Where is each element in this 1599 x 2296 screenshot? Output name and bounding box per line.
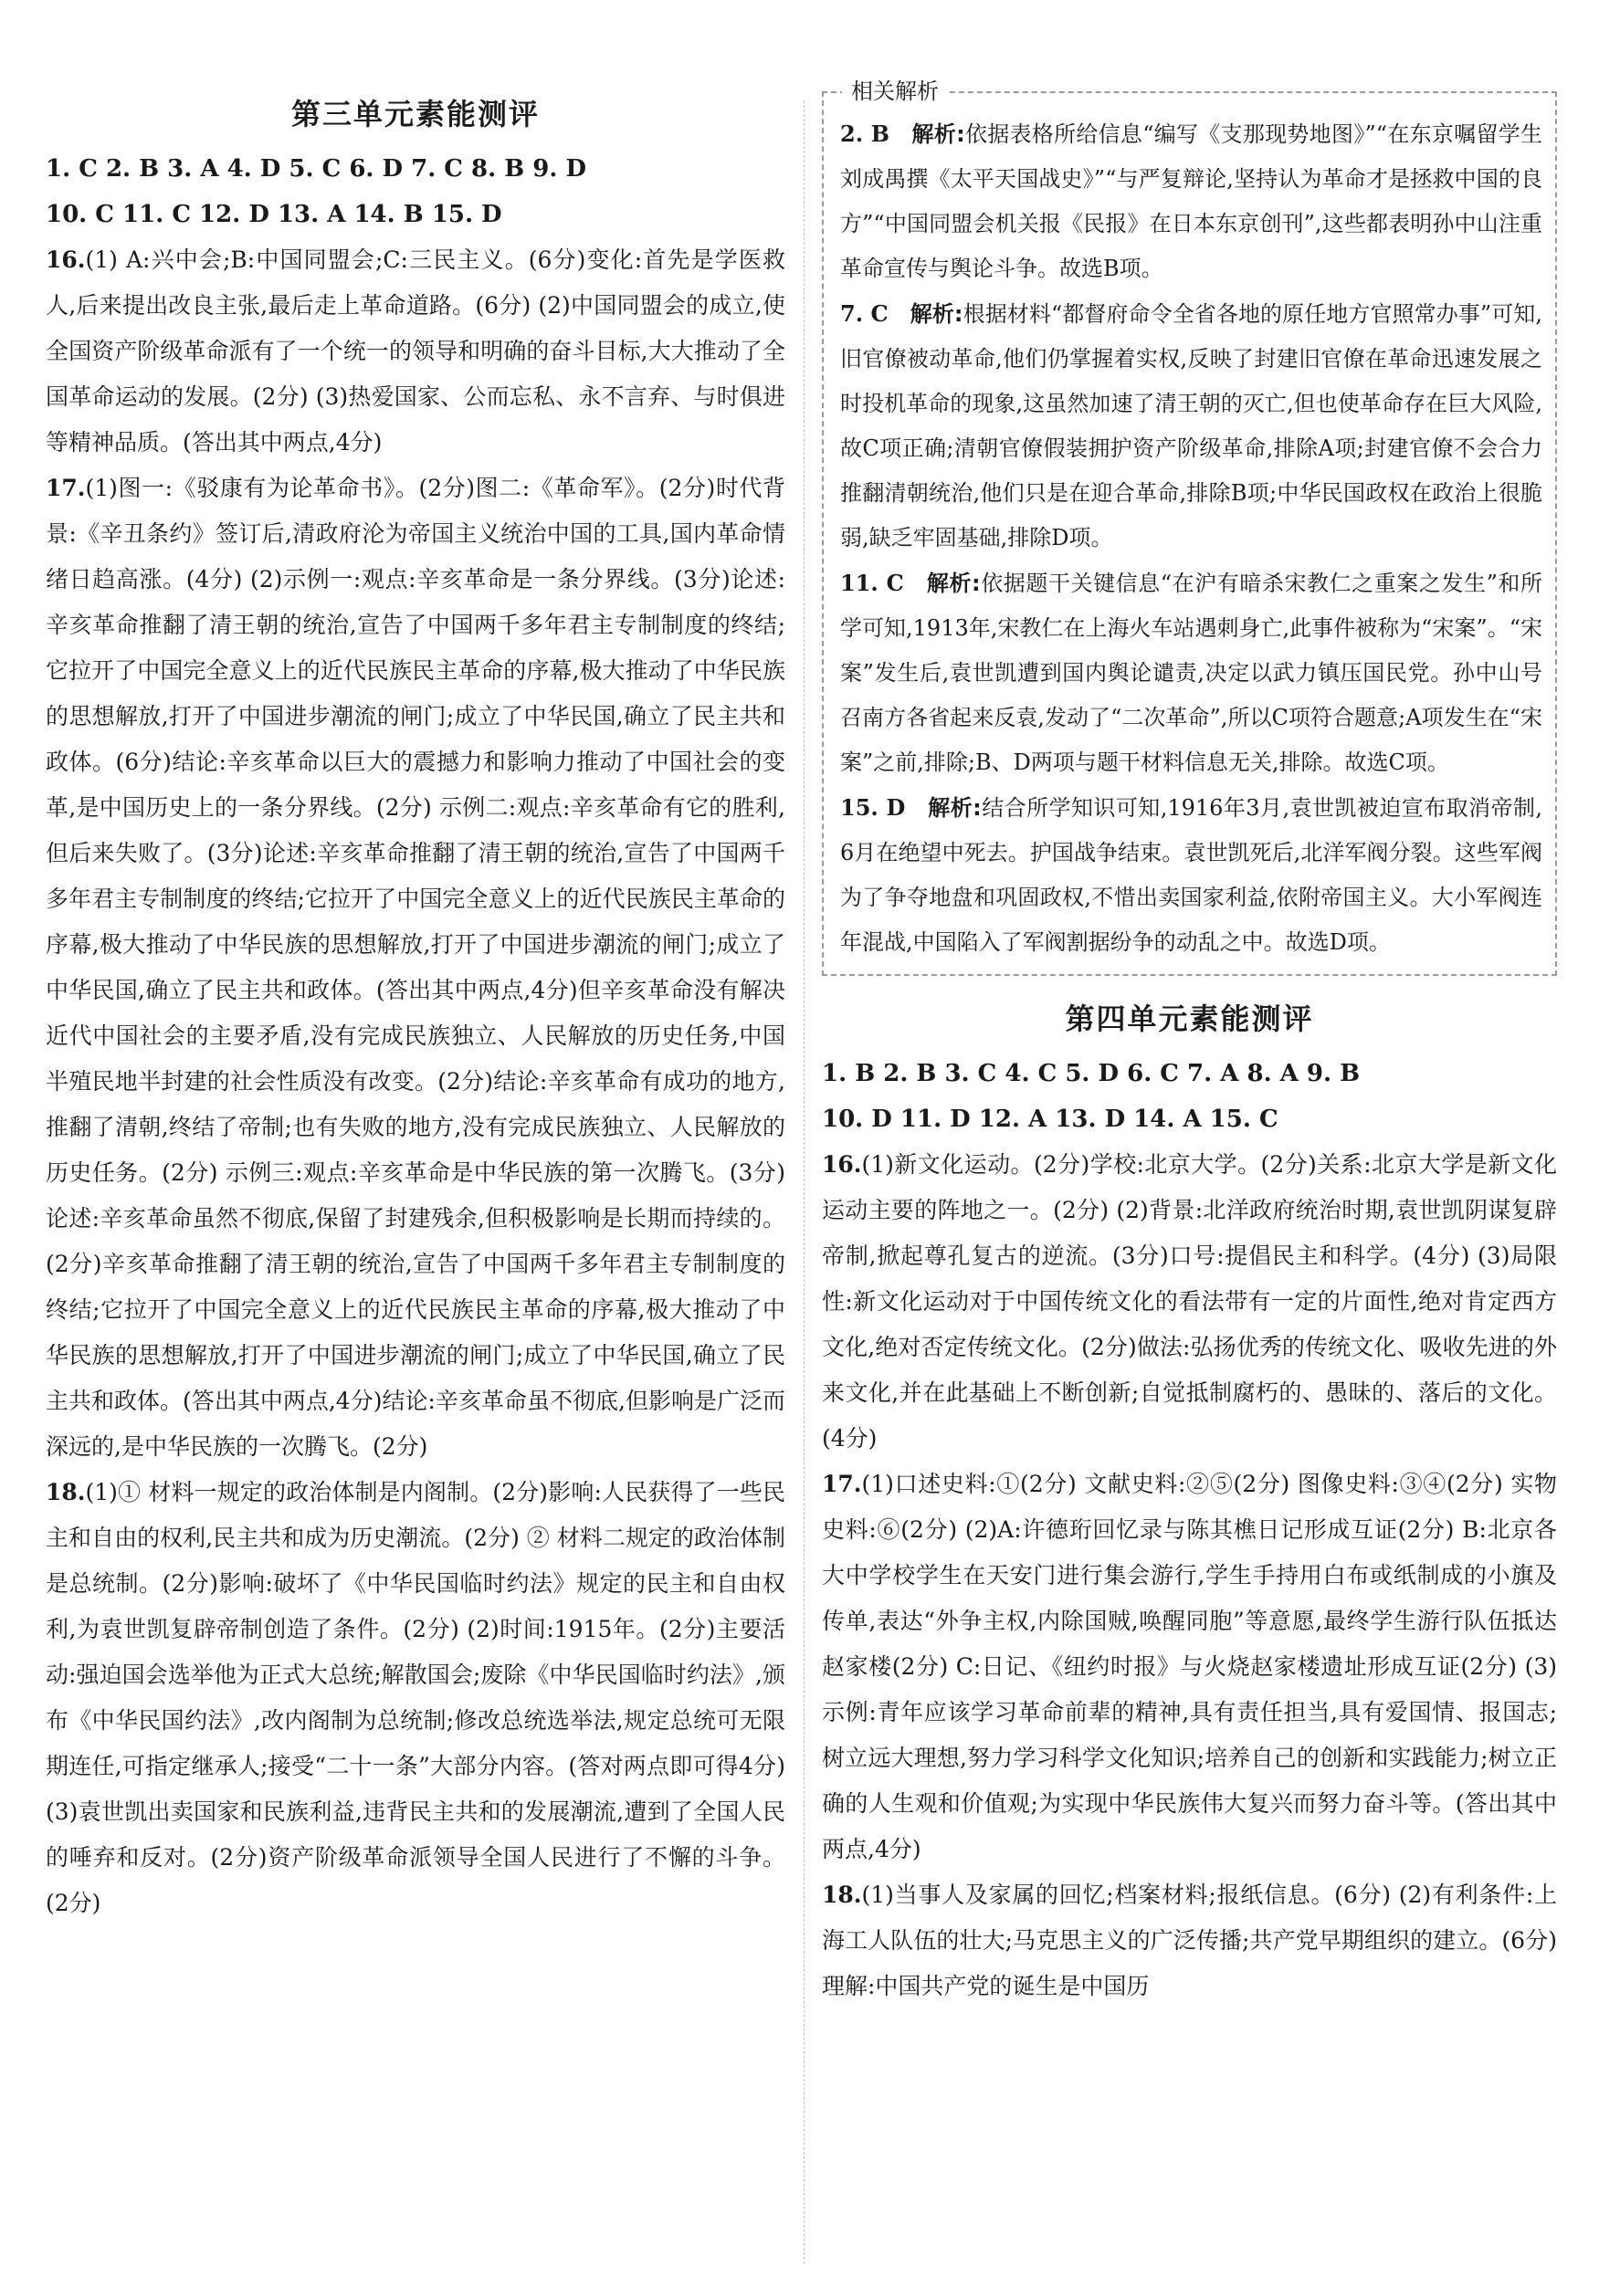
analysis-text: 结合所学知识可知,1916年3月,袁世凯被迫宣布取消帝制,6月在绝望中死去。护国战争结束。袁世凯死后,北洋军阀分裂。这些军阀为了争夺地盘和巩固政权,不惜出卖国家利益,依附帝国主义。大小军阀连年混战,中国陷入了军阀割据纷争的动乱之中。故选D项。 — [840, 795, 1543, 955]
unit3-answers-line1: 1. C 2. B 3. A 4. D 5. C 6. D 7. C 8. B 9. D — [46, 155, 587, 183]
analysis-item — [840, 561, 1542, 785]
q-number: 16. — [822, 1151, 862, 1178]
unit4-q16 — [822, 1142, 1557, 1462]
unit4-answers-line2: 10. D 11. D 12. A 13. D 14. A 15. C — [822, 1106, 1278, 1133]
left-column — [46, 91, 785, 1926]
analysis-text: 依据题干关键信息“在沪有暗杀宋教仁之重案之发生”和所学可知,1913年,宋教仁在上海火车站遇刺身亡,此事件被称为“宋案”。“宋案”发生后,袁世凯遭到国内舆论谴责,决定以武力镇压国民党。孙中山号召南方各省起来反袁,发动了“二次革命”,所以C项符合题意;A项发生在“宋案”之前,排除;B、D两项与题干材料信息无关,排除。故选C项。 — [840, 571, 1542, 775]
analysis-tag: 解析: — [928, 795, 982, 821]
analysis-box — [822, 79, 1557, 976]
q-text: (1)口述史料:①(2分) 文献史料:②⑤(2分) 图像史料:③④(2分) 实物史料:⑥(2分) (2)A:许德珩回忆录与陈其樵日记形成互证(2分) B:北京各大中学校学生在天安门进行集会游行,学生手持用白布或纸制成的小旗及传单,表达“外争主权,内除国贼,唤醒同胞”等意愿,最终学生游行队伍抵达赵家楼(2分) C:日记、《纽约时报》与火烧赵家楼遗址形成互证(2分) (3)示例:青年应该学习革命前辈的精神,具有责任担当,具有爱国情、报国志;树立远大理想,努力学习科学文化知识;培养自己的创新和实践能力;树立正确的人生观和价值观;为实现中华民族伟大复兴而努力奋斗等。(答出其中两点,4分) — [822, 1471, 1557, 1862]
q-text: (1)图一:《驳康有为论革命书》。(2分)图二:《革命军》。(2分)时代背景:《辛丑条约》签订后,清政府沦为帝国主义统治中国的工具,国内革命情绪日趋高涨。(4分) (2)示例一:观点:辛亥革命是一条分界线。(3分)论述:辛亥革命推翻了清王朝的统治,宣告了中国两千多年君主专制制度的终结;它拉开了中国完全意义上的近代民族民主革命的序幕,极大推动了中华民族的思想解放,打开了中国进步潮流的闸门;成立了中华民国,确立了民主共和政体。(6分)结论:辛亥革命以巨大的震撼力和影响力推动了中国社会的变革,是中国历史上的一条分界线。(2分) 示例二:观点:辛亥革命有它的胜利,但后来失败了。(3分)论述:辛亥革命推翻了清王朝的统治,宣告了中国两千多年君主专制制度的终结;它拉开了中国完全意义上的近代民族民主革命的序幕,极大推动了中华民族的思想解放,打开了中国进步潮流的闸门;成立了中华民国,确立了民主共和政体。(答出其中两点,4分)但辛亥革命没有解决近代中国社会的主要矛盾,没有完成民族独立、人民解放的历史任务,中国半殖民地半封建的社会性质没有改变。(2分)结论:辛亥革命有成功的地方,推翻了清朝,终结了帝制;也有失败的地方,没有完成民族独立、人民解放的历史任务。(2分) 示例三:观点:辛亥革命是中华民族的第一次腾飞。(3分)论述:辛亥革命虽然不彻底,保留了封建残余,但积极影响是长期而持续的。(2分)辛亥革命推翻了清王朝的统治,宣告了中国两千多年君主专制制度的终结;它拉开了中国完全意义上的近代民族民主革命的序幕,极大推动了中华民族的思想解放,打开了中国进步潮流的闸门;成立了中华民国,确立了民主共和政体。(答出其中两点,4分)结论:辛亥革命虽不彻底,但影响是广泛而深远的,是中华民族的一次腾飞。(2分) — [46, 475, 785, 1460]
q-number: 17. — [46, 475, 86, 501]
q-number: 16. — [46, 246, 86, 273]
analysis-item — [840, 291, 1542, 561]
right-column — [822, 79, 1557, 2009]
unit3-answers-line2: 10. C 11. C 12. D 13. A 14. B 15. D — [46, 201, 502, 228]
analysis-text: 根据材料“都督府命令全省各地的原任地方官照常办事”可知,旧官僚被动革命,他们仍掌握着实权,反映了封建旧官僚在革命迅速发展之时投机革命的现象,这虽然加速了清王朝的灭亡,但也使革命存在巨大风险,故C项正确;清朝官僚假装拥护资产阶级革命,排除A项;封建官僚不会合力推翻清朝统治,他们只是在迎合革命,排除B项;中华民国政权在政治上很脆弱,缺乏牢固基础,排除D项。 — [840, 301, 1542, 550]
unit4-q17 — [822, 1462, 1557, 1872]
analysis-number: 11. C — [840, 570, 904, 596]
unit4-q18 — [822, 1872, 1557, 2009]
q-text: (1)① 材料一规定的政治体制是内阁制。(2分)影响:人民获得了一些民主和自由的权利,民主共和成为历史潮流。(2分) ② 材料二规定的政治体制是总统制。(2分)影响:破坏了《中华民国临时约法》规定的民主和自由权利,为袁世凯复辟帝制创造了条件。(2分) (2)时间:1915年。(2分)主要活动:强迫国会选举他为正式大总统;解散国会;废除《中华民国临时约法》,颁布《中华民国约法》,改内阁制为总统制;修改总统选举法,规定总统可无限期连任,可指定继承人;接受“二十一条”大部分内容。(答对两点即可得4分) (3)袁世凯出卖国家和民族利益,违背民主共和的发展潮流,遭到了全国人民的唾弃和反对。(2分)资产阶级革命派领导全国人民进行了不懈的斗争。(2分) — [46, 1479, 785, 1916]
unit4-answers-line1: 1. B 2. B 3. C 4. C 5. D 6. C 7. A 8. A 9. B — [822, 1060, 1361, 1087]
analysis-tag: 解析: — [926, 571, 981, 596]
analysis-item — [840, 111, 1542, 291]
q-number: 18. — [822, 1882, 862, 1908]
analysis-number: 15. D — [840, 794, 906, 821]
column-divider — [804, 100, 805, 2264]
unit3-title: 第三单元素能测评 — [290, 97, 540, 131]
q-text: (1)新文化运动。(2分)学校:北京大学。(2分)关系:北京大学是新文化运动主要的阵地之一。(2分) (2)背景:北洋政府统治时期,袁世凯阴谋复辟帝制,掀起尊孔复古的逆流。(3分)口号:提倡民主和科学。(4分) (3)局限性:新文化运动对于中国传统文化的看法带有一定的片面性,绝对肯定西方文化,绝对否定传统文化。(2分)做法:弘扬优秀的传统文化、吸收先进的外来文化,并在此基础上不断创新;自觉抵制腐朽的、愚昧的、落后的文化。(4分) — [822, 1151, 1557, 1452]
analysis-tag: 解析: — [911, 121, 965, 147]
q-text: (1) A:兴中会;B:中国同盟会;C:三民主义。(6分)变化:首先是学医救人,后来提出改良主张,最后走上革命道路。(6分) (2)中国同盟会的成立,使全国资产阶级革命派有了一个统一的领导和明确的奋斗目标,大大推动了全国革命运动的发展。(2分) (3)热爱国家、公而忘私、永不言弃、与时俱进等精神品质。(答出其中两点,4分) — [46, 246, 785, 456]
analysis-tag: 解析: — [910, 301, 963, 327]
analysis-number: 2. B — [840, 121, 889, 147]
analysis-item — [840, 785, 1542, 965]
unit3-q18 — [46, 1470, 785, 1926]
unit3-q16 — [46, 237, 785, 466]
unit3-q17 — [46, 466, 785, 1470]
q-text: (1)当事人及家属的回忆;档案材料;报纸信息。(6分) (2)有利条件:上海工人队伍的壮大;马克思主义的广泛传播;共产党早期组织的建立。(6分)理解:中国共产党的诞生是中国历 — [822, 1882, 1557, 1999]
q-number: 18. — [46, 1479, 86, 1505]
analysis-number: 7. C — [840, 300, 889, 327]
q-number: 17. — [822, 1471, 862, 1497]
unit4-title: 第四单元素能测评 — [1065, 1001, 1314, 1036]
analysis-text: 依据表格所给信息“编写《支那现势地图》”“在东京嘱留学生刘成禺撰《太平天国战史》”“与严复辩论,坚持认为革命才是拯救中国的良方”“中国同盟会机关报《民报》在日本东京创刊”,这些都表明孙中山注重革命宣传与舆论斗争。故选B项。 — [840, 121, 1542, 281]
analysis-title: 相关解析 — [842, 75, 948, 108]
